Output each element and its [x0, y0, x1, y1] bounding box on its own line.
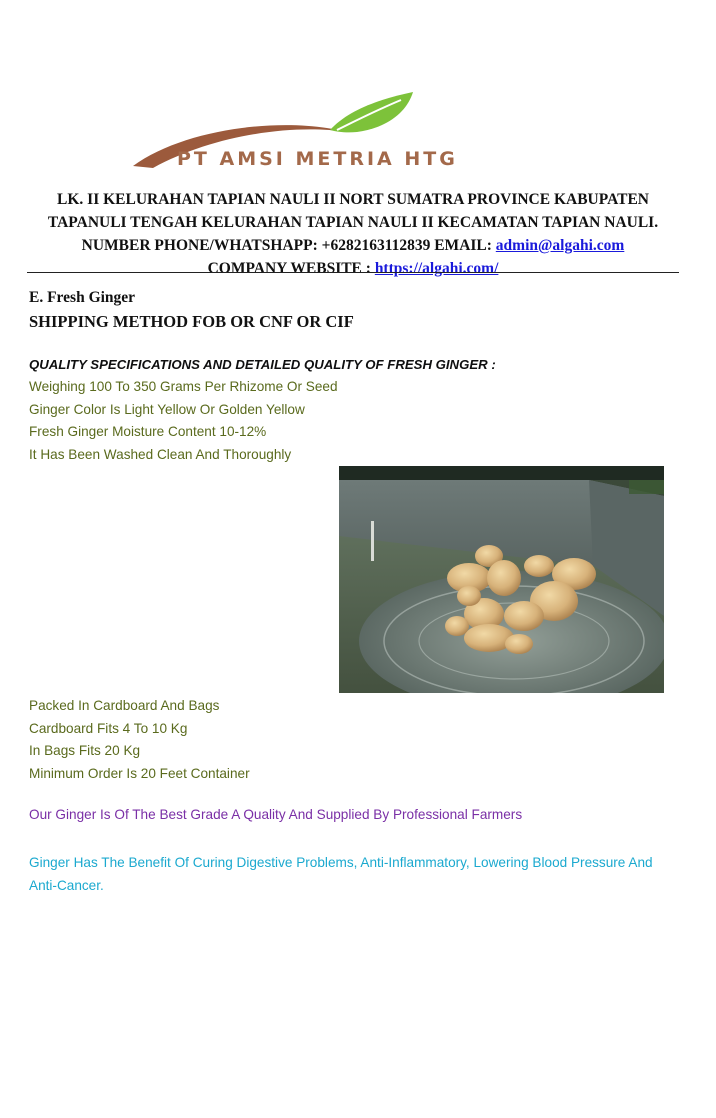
phone-text: NUMBER PHONE/WHATSHAPP: +6282163112839 EMAIL: — [81, 237, 496, 254]
address-line-2: TAPANULI TENGAH KELURAHAN TAPIAN NAULI II KECAMATAN TAPIAN NAULI. — [47, 214, 659, 231]
website-link[interactable]: https://algahi.com/ — [374, 260, 499, 277]
company-logo — [125, 88, 595, 178]
header-divider — [27, 272, 679, 273]
list-item: It Has Been Washed Clean And Thoroughly — [29, 446, 292, 462]
list-item: Fresh Ginger Moisture Content 10-12% — [29, 424, 267, 439]
list-item: Cardboard Fits 4 To 10 Kg — [29, 720, 188, 736]
company-header — [0, 188, 706, 280]
fresh-ginger-photo — [339, 466, 664, 693]
spec-list — [29, 376, 338, 466]
quality-note: Our Ginger Is Of The Best Grade A Quality And Supplied By Professional Farmers — [29, 807, 523, 822]
product-title: E. Fresh Ginger — [29, 289, 136, 306]
list-item: Weighing 100 To 350 Grams Per Rhizome Or Seed — [29, 379, 338, 394]
logo-text: PT AMSI METRIA HTG — [177, 148, 458, 170]
list-item: Packed In Cardboard And Bags — [29, 698, 220, 713]
contact-line — [0, 234, 706, 257]
spec-heading: QUALITY SPECIFICATIONS AND DETAILED QUALITY OF FRESH GINGER : — [29, 357, 496, 372]
shipping-method: SHIPPING METHOD FOB OR CNF OR CIF — [29, 312, 354, 331]
list-item: In Bags Fits 20 Kg — [29, 743, 141, 758]
address-line-1: LK. II KELURAHAN TAPIAN NAULI II NORT SUMATRA PROVINCE KABUPATEN — [57, 191, 649, 208]
website-line — [0, 257, 706, 280]
list-item: Ginger Color Is Light Yellow Or Golden Yellow — [29, 401, 305, 417]
packing-list — [29, 695, 250, 785]
list-item: Minimum Order Is 20 Feet Container — [29, 765, 250, 781]
email-link[interactable]: admin@algahi.com — [495, 237, 625, 254]
benefit-note: Ginger Has The Benefit Of Curing Digestive Problems, Anti-Inflammatory, Lowering Blood Pressure And Anti-Cancer. — [29, 855, 653, 893]
website-label: COMPANY WEBSITE : — [207, 260, 375, 277]
